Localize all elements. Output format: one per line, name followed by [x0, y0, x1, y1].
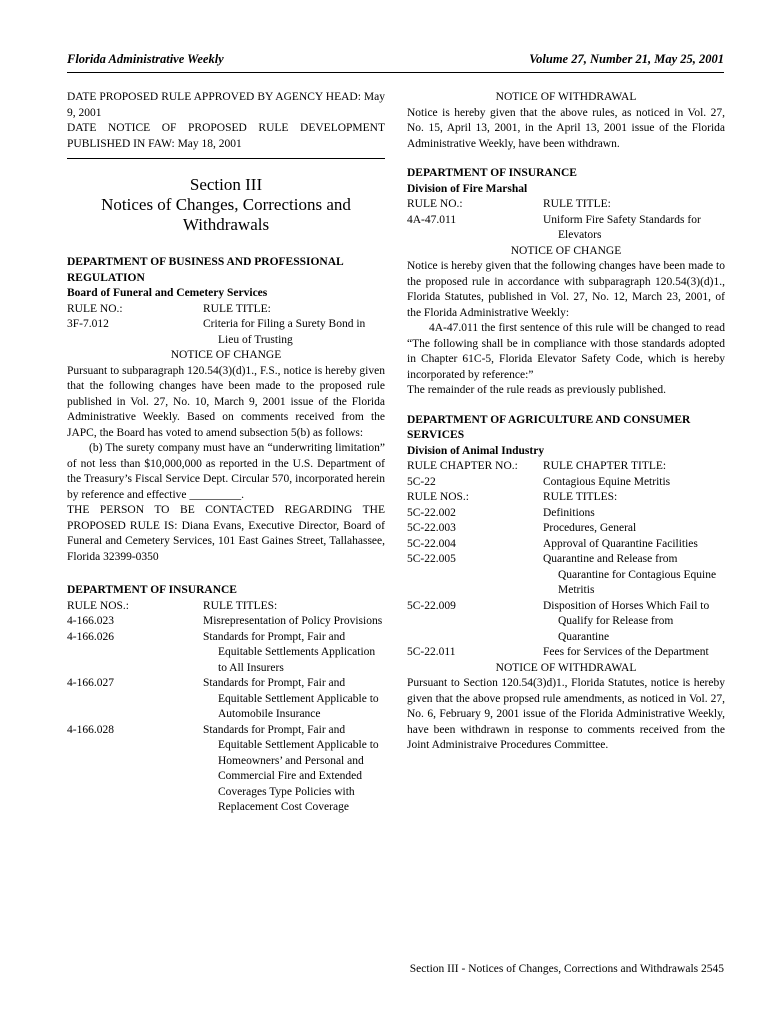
section-heading: [67, 175, 385, 235]
rule-nos-label: RULE NOS.:: [67, 599, 129, 612]
agri-withdrawal-text: Pursuant to Section 120.54(3)d)1., Florida Statutes, notice is hereby given that the above propsed rule amendments, as noticed in Vol. 27, No. 6, February 9, 2001 issue of the Florida Administrative Weekly, have been withdrawn in response to comments received from the Joint Administraive Procedures Committee.: [407, 677, 725, 751]
fire-paragraph-2: 4A-47.011 the first sentence of this rule will be changed to read “The following shall be in compliance with those standards adopted in Chapter 61C-5, Florida Elevator Safety Code, which is hereby incorporated by reference:”: [407, 322, 725, 381]
date-development-published: DATE NOTICE OF PROPOSED RULE DEVELOPMENT PUBLISHED IN FAW: May 18, 2001: [67, 122, 385, 150]
left-column: [67, 90, 385, 816]
chapter-no-label: RULE CHAPTER NO.:: [407, 460, 518, 472]
dbpr-paragraph-2: (b) The surety company must have an “underwriting limitation” of not less than $10,000,000 as reported in the U.S. Department of the Treasury’s Fiscal Service Dept. Circular 570, incorporated herein by reference and effective _________.: [67, 442, 385, 501]
notice-of-withdrawal: NOTICE OF WITHDRAWAL: [495, 661, 637, 674]
rule-no: 5C-22.003: [407, 522, 456, 534]
rule-title-label: RULE TITLE:: [543, 198, 611, 210]
running-header: [67, 52, 724, 70]
rule-title: Standards for Prompt, Fair and Equitable Settlements Application to All Insurers: [203, 630, 376, 674]
publication-name: Florida Administrative Weekly: [67, 52, 224, 66]
notice-of-change: NOTICE OF CHANGE: [170, 349, 282, 361]
rule-title: Definitions: [543, 506, 595, 519]
insurance-rule-grid: [67, 599, 385, 816]
header-rule: [67, 72, 724, 73]
rule-no: 5C-22.004: [407, 537, 456, 550]
rule-no: 5C-22.002: [407, 506, 456, 519]
withdrawal-text: Notice is hereby given that the above rules, as noticed in Vol. 27, No. 15, April 13, 2001, in the April 13, 2001 issue of the Florida Administrative Weekly, have been withdrawn.: [407, 106, 725, 150]
rule-no: 4-166.027: [67, 677, 114, 689]
chapter-title-label: RULE CHAPTER TITLE:: [543, 460, 667, 472]
page-footer: Section III - Notices of Changes, Corrections and Withdrawals 2545: [409, 963, 724, 975]
rule-no: 4-166.026: [67, 630, 114, 643]
fire-division: Division of Fire Marshal: [407, 182, 528, 195]
rule-title: Standards for Prompt, Fair and Equitable Settlement Applicable to Homeowners’ and Personal and Commercial Fire and Extended Coverages Type Policies with Replacement Cost Coverage: [203, 723, 379, 813]
chapter-no: 5C-22: [407, 475, 436, 488]
dbpr-board: Board of Funeral and Cemetery Services: [67, 287, 268, 299]
agri-dept: DEPARTMENT OF AGRICULTURE AND CONSUMER SERVICES: [407, 413, 691, 441]
rule-title: Fees for Services of the Department: [543, 646, 709, 658]
rule-title: Procedures, General: [543, 522, 637, 534]
rule-no: 4-166.028: [67, 723, 114, 736]
rule-no: 4A-47.011: [407, 213, 457, 226]
rule-titles-label: RULE TITLES:: [203, 599, 278, 612]
fire-paragraph-3: The remainder of the rule reads as previously published.: [407, 384, 666, 396]
rule-no: 4-166.023: [67, 615, 114, 627]
section-title-line-1: Notices of Changes, Corrections and: [101, 195, 351, 214]
volume-info: Volume 27, Number 21, May 25, 2001: [529, 52, 724, 66]
agri-division: Division of Animal Industry: [407, 444, 545, 457]
fire-dept: DEPARTMENT OF INSURANCE: [407, 167, 577, 179]
agri-rule-grid: [407, 459, 725, 661]
rule-nos-label: RULE NOS.:: [407, 491, 469, 503]
rule-title-label: RULE TITLE:: [203, 302, 271, 315]
dbpr-contact: THE PERSON TO BE CONTACTED REGARDING THE PROPOSED RULE IS: Diana Evans, Executive Director, Board of Funeral and Cemetery Services, 101 East Gaines Street, Tallahassee, Florida 32399-0350: [67, 504, 385, 563]
rule-no-label: RULE NO.:: [407, 198, 463, 210]
section-title-line-2: Withdrawals: [182, 215, 270, 234]
rule-title: Approval of Quarantine Facilities: [543, 537, 698, 550]
rule-titles-label: RULE TITLES:: [543, 491, 618, 503]
notice-of-change: NOTICE OF CHANGE: [510, 244, 622, 257]
rule-no: 5C-22.005: [407, 553, 456, 565]
insurance-dept: DEPARTMENT OF INSURANCE: [67, 584, 237, 596]
chapter-title: Contagious Equine Metritis: [543, 475, 671, 488]
date-approved: DATE PROPOSED RULE APPROVED BY AGENCY HEAD: May 9, 2001: [67, 91, 385, 119]
rule-no-label: RULE NO.:: [67, 302, 123, 315]
rule-title: Uniform Fire Safety Standards for Elevators: [543, 213, 701, 241]
rule-no: 5C-22.011: [407, 646, 456, 658]
dbpr-paragraph-1: Pursuant to subparagraph 120.54(3)(d)1., F.S., notice is hereby given that the following changes have been made to the proposed rule published in Vol. 27, No. 10, March 9, 2001 issue of the Florida Administrative Weekly. Based on comments received from the JAPC, the Board has voted to amend subsection 5(b) as follows:: [67, 364, 385, 439]
fire-paragraph-1: Notice is hereby given that the following changes have been made to the proposed rule in accordance with subparagraph 120.54(3)(d)1., Florida Statutes, published in Vol. 27, No. 12, March 23, 2001, of the Florida Administrative Weekly:: [407, 260, 725, 319]
rule-no: 5C-22.009: [407, 599, 456, 612]
rule-title: Standards for Prompt, Fair and Equitable Settlement Applicable to Automobile Insurance: [203, 677, 379, 720]
rule-title: Disposition of Horses Which Fail to Qualify for Release from Quarantine: [543, 599, 710, 643]
rule-title: Quarantine and Release from Quarantine for Contagious Equine Metritis: [543, 553, 717, 596]
dbpr-rule-grid: [67, 302, 385, 349]
section-number: Section III: [189, 175, 263, 194]
rule-no: 3F-7.012: [67, 318, 109, 330]
right-column: [407, 90, 725, 754]
withdrawal-heading: NOTICE OF WITHDRAWAL: [495, 91, 637, 103]
fire-rule-grid: [407, 197, 725, 244]
rule-title: Misrepresentation of Policy Provisions: [203, 615, 383, 627]
rule-title: Criteria for Filing a Surety Bond in Lieu of Trusting: [203, 318, 366, 346]
dbpr-dept: DEPARTMENT OF BUSINESS AND PROFESSIONAL REGULATION: [67, 256, 344, 284]
section-divider: [67, 158, 385, 159]
